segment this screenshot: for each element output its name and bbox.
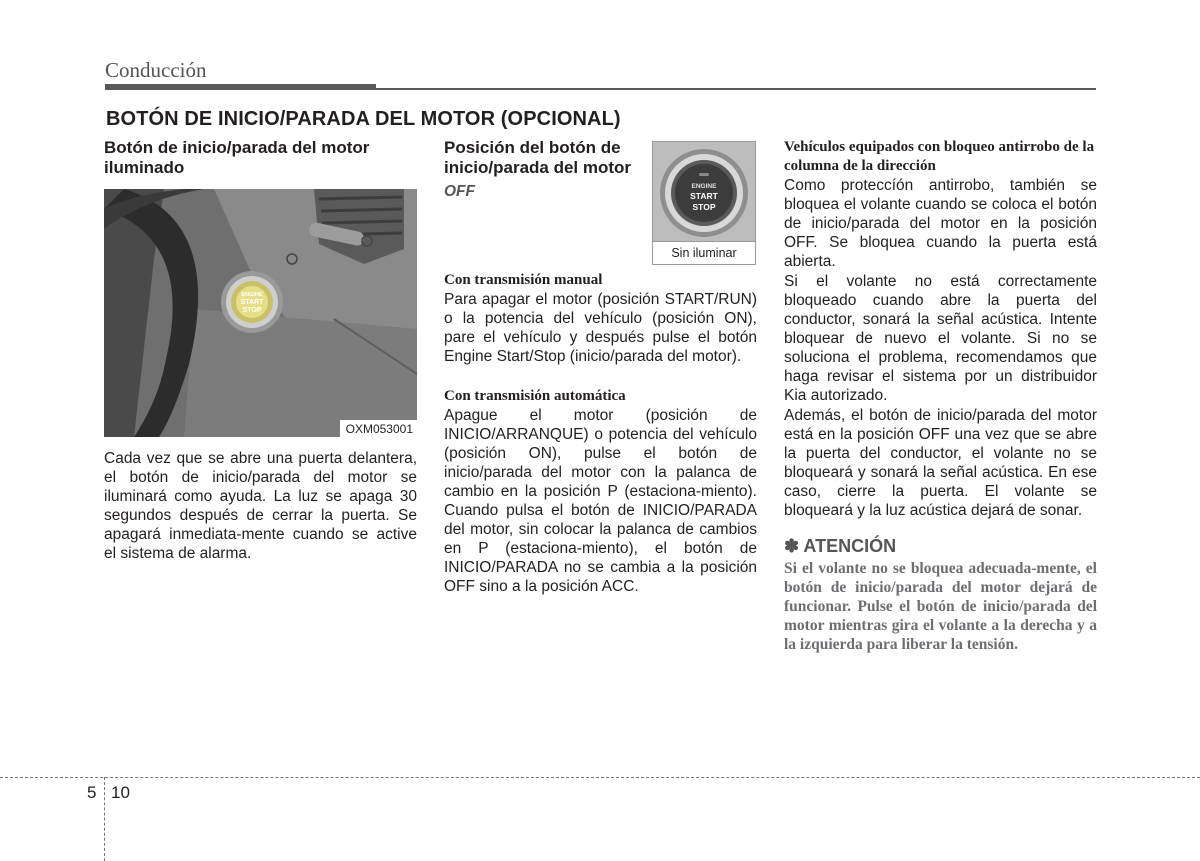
attention-body: Si el volante no se bloquea adecuada-mente, el botón de inicio/parada del motor dejará de funcionar. Pulse el botón de inicio/parada del motor mientras gira el volante a la derecha y a la izquierda para liberar la tensión. [784,560,1097,653]
illuminated-button-text-1: ENGINE [241,292,263,298]
header-rule-thin [376,88,1096,90]
steering-lock-paragraph-2: Si el volante no está correctamente bloqueado cuando abre la puerta del conductor, sonará la señal acústica. Intente bloquear de nuevo el volante. Si no se soluciona el problema, recomendamos que haga revisar el sistema por un distribuidor Kia autorizado. [784,273,1097,404]
illuminated-button-text-2: START [240,299,264,306]
header-rule-thick [105,84,376,90]
manual-transmission-body: Para apagar el motor (posición START/RUN) o la potencia del vehículo (posición ON), pare el vehículo y después pulse el botón Engine Start/Stop (inicio/parada del motor). [444,291,757,365]
column-2-head [444,138,644,201]
dashboard-photo [104,189,417,437]
illuminated-button-text-3: STOP [242,307,262,314]
steering-lock-heading: Vehículos equipados con bloqueo antirrobo de la columna de la dirección [784,139,1095,174]
footer-dashed-divider [104,777,105,861]
unlit-button-text-3: STOP [692,202,716,212]
unlit-button-figure [652,141,756,265]
footer-dashed-rule [0,777,1200,778]
illuminated-button-heading: Botón de inicio/parada del motor iluminado [104,138,370,177]
unlit-button-text-1: ENGINE [691,183,717,190]
page-number: 10 [111,783,130,802]
attention-title: ✽ ATENCIÓN [784,536,897,556]
automatic-transmission-heading: Con transmisión automática [444,388,626,404]
dashboard-illustration [104,189,417,437]
section-header: Conducción [105,58,207,82]
button-position-heading: Posición del botón de inicio/parada del motor [444,138,632,177]
unlit-button-caption: Sin iluminar [653,241,755,264]
automatic-transmission-body: Apague el motor (posición de INICIO/ARRANQUE) o potencia del vehículo (posición ON), pulse el botón de inicio/parada del motor con la palanca de cambio en la posición P (estaciona-miento). Cuando pulsa el botón de INICIO/PARADA del motor, sin colocar la palanca de cambios en P (estaciona-miento), el botón de INICIO/PARADA no se cambia a la posición OFF sino a la posición ACC. [444,407,757,595]
page-title: BOTÓN DE INICIO/PARADA DEL MOTOR (OPCIONAL) [106,108,621,130]
section-number: 5 [87,783,97,802]
column-2-body [444,271,757,596]
unlit-button-illustration [653,142,755,242]
steering-lock-paragraph-1: Como proteccíón antirrobo, también se bloquea el volante cuando se coloca el botón de inicio/parada del motor en la posición OFF. Se bloquea cuando la puerta está abierta. [784,177,1097,270]
column-3 [784,138,1097,654]
steering-lock-paragraph-3: Además, el botón de inicio/parada del motor está en la posición OFF una vez que se abre la puerta del conductor, el volante no se bloqueará y sonará la señal acústica. En ese caso, cierre la puerta. El volante se bloqueará y la luz acústica dejará de sonar. [784,407,1097,519]
unlit-button-text-2: START [690,191,718,201]
off-label: OFF [444,183,475,200]
illuminated-button-body: Cada vez que se abre una puerta delantera, el botón de inicio/parada del motor se iluminará como ayuda. La luz se apaga 30 segundos después de cerrar la puerta. Se apagará inmediata-mente cuando se active el sistema de alarma. [104,450,417,562]
manual-transmission-heading: Con transmisión manual [444,272,603,288]
column-1 [104,138,417,563]
photo-caption: OXM053001 [340,420,417,437]
